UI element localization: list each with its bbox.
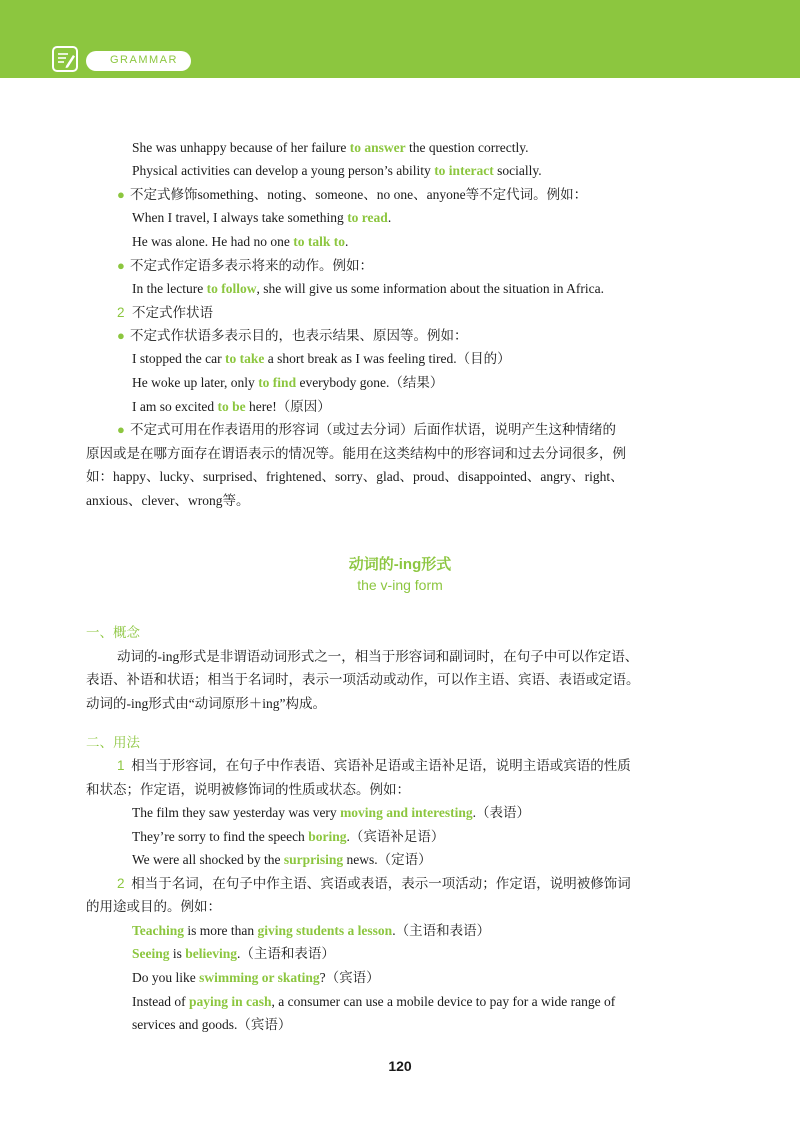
example-line: The film they saw yesterday was very moving and interesting.（表语） <box>132 805 530 820</box>
example-line: He was alone. He had no one to talk to. <box>132 234 349 249</box>
rule-line: 不定式作状语多表示目的，也表示结果、原因等。例如： <box>130 328 468 343</box>
paragraph-line: 动词的-ing形式是非谓语动词形式之一，相当于形容词和副词时，在句子中可以作定语、 <box>117 649 639 664</box>
subheading: 2 不定式作状语 <box>117 305 214 320</box>
section-title-cn: 动词的-ing形式 <box>348 556 452 573</box>
example-line: Instead of paying in cash, a consumer can use a mobile device to pay for a wide range of <box>132 994 616 1009</box>
rule-line: 不定式修饰something、noting、someone、no one、anyone等不定代词。例如： <box>130 187 588 202</box>
example-line: I am so excited to be here!（原因） <box>132 399 331 414</box>
example-line: I stopped the car to take a short break as I was feeling tired.（目的） <box>132 351 511 366</box>
example-line: He woke up later, only to find everybody gone.（结果） <box>132 375 444 390</box>
example-line: Teaching is more than giving students a lesson.（主语和表语） <box>132 923 491 938</box>
example-line: They’re sorry to find the speech boring.（宾语补足语） <box>132 829 445 844</box>
example-line: We were all shocked by the surprising news.（定语） <box>132 852 432 867</box>
paragraph-line: anxious、clever、wrong等。 <box>86 493 250 508</box>
paragraph-line: 不定式可用在作表语用的形容词（或过去分词）后面作状语，说明产生这种情绪的 <box>130 422 616 437</box>
rule-line: 不定式作定语多表示将来的动作。例如： <box>130 258 373 273</box>
example-line: When I travel, I always take something to read. <box>132 210 392 225</box>
example-line: She was unhappy because of her failure to answer the question correctly. <box>132 140 529 155</box>
example-line: Seeing is believing.（主语和表语） <box>132 946 335 961</box>
header-tag <box>86 51 191 71</box>
paragraph-line: 如：happy、lucky、surprised、frightened、sorry、glad、proud、disappointed、angry、right、 <box>86 469 624 484</box>
example-line: In the lecture to follow, she will give us some information about the situation in Africa. <box>132 281 605 296</box>
concept-heading: 一、概念 <box>86 625 140 640</box>
bullet-icon: ● <box>117 187 125 202</box>
example-line: Physical activities can develop a young person’s ability to interact socially. <box>132 163 542 178</box>
example-line: Do you like swimming or skating?（宾语） <box>132 970 380 985</box>
notebook-pencil-icon <box>52 46 78 72</box>
usage-heading: 二、用法 <box>86 735 140 750</box>
paragraph-line: 动词的-ing形式由“动词原形＋ing”构成。 <box>86 696 326 711</box>
bullet-icon: ● <box>117 258 125 273</box>
paragraph-line: 表语、补语和状语；相当于名词时，表示一项活动或动作，可以作主语、宾语、表语或定语。 <box>86 672 640 687</box>
example-line: services and goods.（宾语） <box>132 1017 292 1032</box>
paragraph-line: 原因或是在哪方面存在谓语表示的情况等。能用在这类结构中的形容词和过去分词很多，例 <box>86 446 626 461</box>
section-title-en: the v-ing form <box>357 577 443 593</box>
paragraph-line: 和状态；作定语，说明被修饰词的性质或状态。例如： <box>86 782 410 797</box>
paragraph-line: 的用途或目的。例如： <box>86 899 221 914</box>
paragraph-line: 1 相当于形容词，在句子中作表语、宾语补足语或主语补足语，说明主语或宾语的性质 <box>117 758 631 773</box>
header-tag-label: GRAMMAR <box>110 54 178 66</box>
paragraph-line: 2 相当于名词，在句子中作主语、宾语或表语，表示一项活动；作定语，说明被修饰词 <box>117 876 631 891</box>
page-number: 120 <box>388 1058 412 1074</box>
bullet-icon: ● <box>117 328 125 343</box>
bullet-icon: ● <box>117 422 125 437</box>
